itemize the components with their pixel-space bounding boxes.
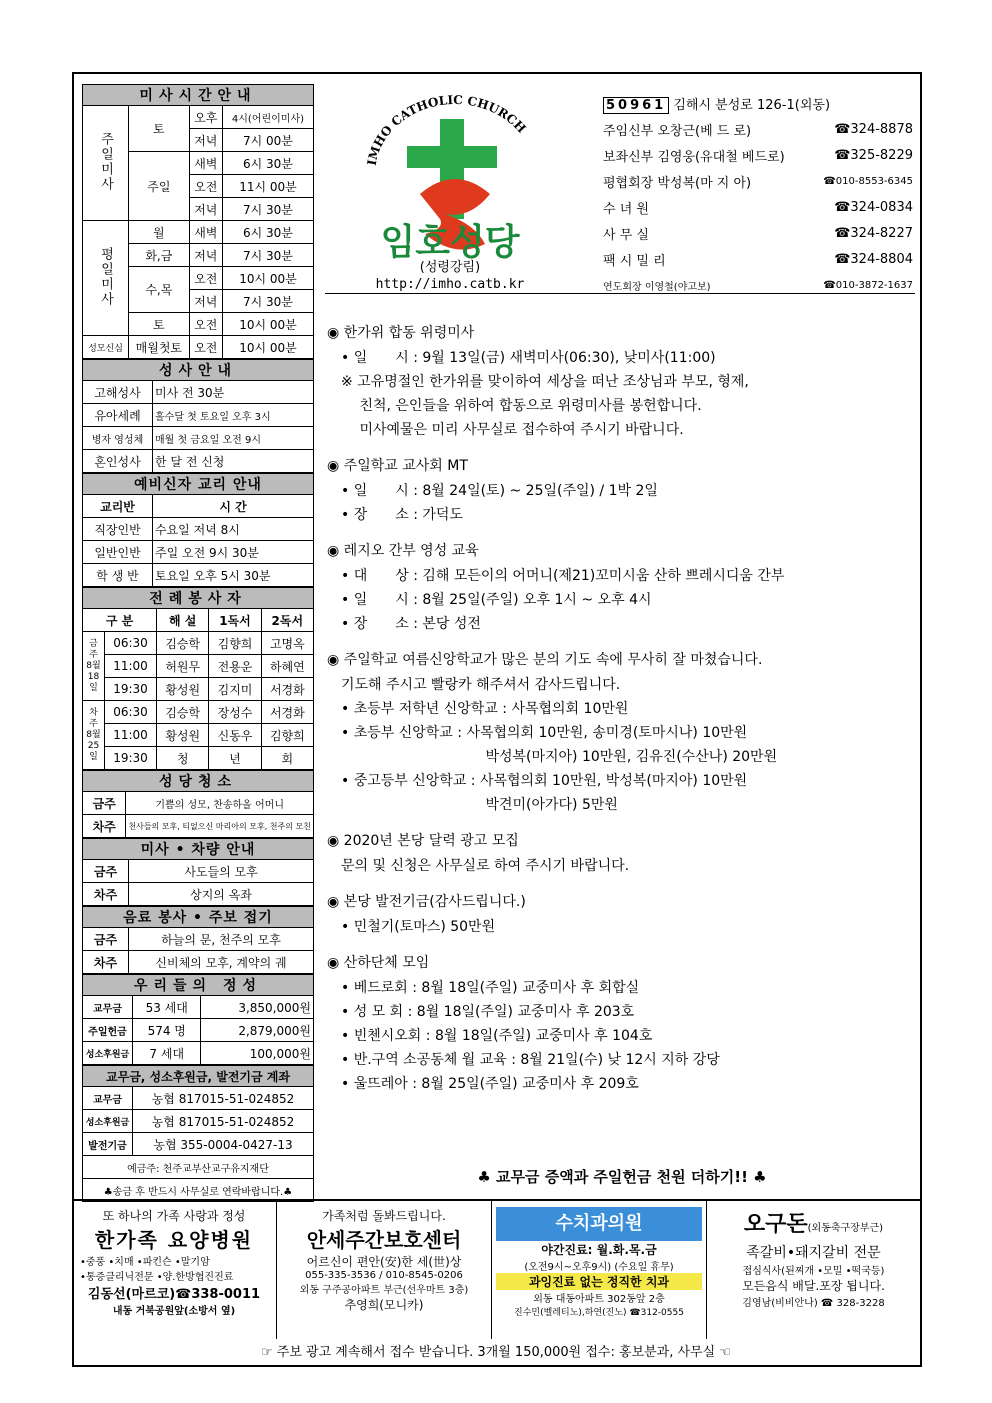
time-cell: 10시 00분 [222,313,313,336]
sacrament-name: 혼인성사 [83,450,153,473]
sacrament-table [82,359,314,473]
ad-line: 내동 거북공원앞(소방서 옆) [112,1306,236,1317]
day-cell: 수,목 [129,267,190,313]
offering-amount: 100,000원 [201,1042,314,1065]
ad-line: 족갈비•돼지갈비 전문 [746,1245,881,1261]
ads-strip [72,1199,922,1337]
sacrament-time: 한 달 전 신청 [153,450,314,473]
ad-line: 어르신이 편안(安)한 세(世)상 [306,1255,462,1269]
slogan: ♣ 교무금 증액과 주일헌금 천원 더하기!! ♣ [477,1168,767,1186]
ad-line: 과잉진료 없는 정직한 치과 [496,1273,702,1290]
ad-name: 오구돈 [743,1212,808,1237]
seongmo-label: 성모신심 [83,336,129,359]
staff-name: 사 무 실 [603,227,649,243]
liturgy-col: 해 설 [157,609,209,632]
drinks-table [82,906,314,974]
staff-phone: ☎324-8804 [834,251,913,267]
church-url[interactable]: http://imho.catb.kr [375,277,525,292]
staff-name: 평협회장 박성복(마 지 아) [603,175,752,191]
liturgy-person: 전용운 [209,655,261,678]
notice-section [327,649,917,817]
sacrament-name: 고해성사 [83,381,153,404]
liturgy-person: 황성원 [157,678,209,701]
week-label: 금주 [83,792,126,815]
liturgy-time: 19:30 [105,747,157,770]
mass-table [82,84,314,359]
offering-title: 우리들의 정성 [83,975,314,996]
ad-tagline: 가족처럼 돌봐드립니다. [322,1209,446,1223]
notice-line: 문의 및 신청은 사무실로 하여 주시기 바랍니다. [341,858,630,874]
time-period: 저녁 [189,244,222,267]
liturgy-week-next: 차주 8월 25일 [83,701,105,770]
liturgy-person: 년 [209,747,261,770]
week-label: 차주 [83,951,129,974]
notice-line: 기도해 주시고 빨랑카 해주셔서 감사드립니다. [341,677,621,693]
time-period: 오전 [189,336,222,359]
sacrament-title: 성사안내 [83,360,314,381]
accounts-table [82,1065,314,1202]
drinks-group: 신비체의 모후, 계약의 궤 [129,951,314,974]
staff-name: 팩 시 밀 리 [603,253,666,269]
cleaning-title: 성당청소 [83,771,314,792]
liturgy-person: 김승학 [157,701,209,724]
time-period: 저녁 [189,129,222,152]
notice-line: • 일 시 : 9월 13일(금) 새벽미사(06:30), 낮미사(11:00) [341,350,716,366]
ad-line: 야간진료: 월.화.목.금 [541,1243,657,1257]
notice-line: 박성복(마지아) 10만원, 김유진(수산나) 20만원 [341,749,778,765]
account-type: 교무금 [83,1087,133,1110]
notice-section [327,540,917,636]
parking-group: 상지의 옥좌 [129,883,314,906]
catechumen-time: 주일 오전 9시 30분 [153,541,314,564]
liturgy-person: 허원무 [157,655,209,678]
notice-line: 미사예물은 미리 사무실로 접수하여 주시기 바랍니다. [341,422,684,438]
liturgy-col: 1독서 [209,609,261,632]
time-cell: 7시 00분 [222,129,313,152]
ad-tagline: 또 하나의 가족 사랑과 정성 [102,1209,246,1223]
notice-line: • 울뜨레아 : 8월 25일(주일) 교중미사 후 209호 [341,1076,639,1092]
staff-name: 수 녀 원 [603,201,649,217]
zip-code: 50961 [603,97,669,114]
account-number: 농협 817015-51-024852 [133,1087,314,1110]
ad-sub: (외동축구장부근) [807,1223,884,1234]
account-holder: 예금주: 천주교부산교구유지재단 [83,1156,314,1179]
account-notice: ♣송금 후 반드시 사무실로 연락바랍니다.♣ [83,1179,314,1202]
notice-title: ◉ 산하단체 모임 [327,955,430,971]
time-cell: 6시 30분 [222,152,313,175]
time-period: 오전 [189,313,222,336]
catechumen-time: 토요일 오후 5시 30분 [153,564,314,587]
time-period: 저녁 [189,198,222,221]
church-sub: (성령강림) [419,260,481,275]
liturgy-table [82,587,314,770]
parking-table [82,838,314,906]
sacrament-time: 매월 첫 금요일 오전 9시 [153,427,314,450]
cleaning-group: 천사들의 모후, 티없으신 마리아의 모후, 천주의 모친 [126,815,314,838]
ad-dental [492,1201,707,1339]
offering-type: 성소후원금 [83,1042,133,1065]
ad-line: 김영남(비비안나) ☎ 328-3228 [742,1298,885,1309]
ad-line: 모든음식 배달.포장 됩니다. [742,1279,885,1293]
staff-phone: ☎324-8878 [834,121,913,137]
catechumen-class: 학 생 반 [83,564,153,587]
sacrament-name: 병자 영성체 [83,427,153,450]
time-period: 새벽 [189,221,222,244]
offering-amount: 2,879,000원 [201,1019,314,1042]
notice-title: ◉ 주일학교 여름신앙학교가 많은 분의 기도 속에 무사히 잘 마쳤습니다. [327,652,763,668]
liturgy-time: 06:30 [105,701,157,724]
notice-section [327,830,917,878]
catechumen-table [82,473,314,587]
week-label: 금주 [83,928,129,951]
liturgy-person: 김승학 [157,632,209,655]
notice-line: • 빈첸시오회 : 8월 18일(주일) 교중미사 후 104호 [341,1028,653,1044]
ad-line: •중풍 •치매 •파킨슨 •말기암 [80,1257,210,1268]
notice-line: • 장 소 : 가덕도 [341,507,463,523]
time-cell: 7시 30분 [222,290,313,313]
day-cell: 화,금 [129,244,190,267]
ad-line: 외동 대동아파트 302동앞 2층 [533,1294,665,1305]
liturgy-person: 회 [261,747,313,770]
parking-group: 사도들의 모후 [129,860,314,883]
cleaning-table [82,770,314,838]
address: 김해시 분성로 126-1(외동) [673,97,831,113]
staff-phone: ☎324-0834 [834,199,913,215]
notice-title: ◉ 주일학교 교사회 MT [327,458,468,474]
liturgy-person: 신동우 [209,724,261,747]
time-period: 새벽 [189,152,222,175]
notice-title: ◉ 본당 발전기금(감사드립니다.) [327,894,526,910]
sacrament-name: 유아세례 [83,404,153,427]
offering-type: 교무금 [83,996,133,1019]
day-cell: 주일 [129,152,190,221]
staff-phone: ☎324-8227 [834,225,913,241]
notice-line: • 초등부 저학년 신앙학교 : 사목협의회 10만원 [341,701,629,717]
time-period: 저녁 [189,290,222,313]
ad-line: (오전9시~오후9시) (수요일 휴무) [524,1262,674,1273]
liturgy-time: 11:00 [105,724,157,747]
liturgy-week-this: 금주 8월 18일 [83,632,105,701]
offering-table [82,974,314,1065]
church-arc-text: IMHO CATHOLIC CHURCH [364,92,529,167]
notice-section [327,952,917,1096]
catechumen-col-time: 시 간 [153,495,314,518]
ad-line: 접심식사(된찌개 •모밀 •떡국등) [742,1266,885,1277]
liturgy-person: 하혜연 [261,655,313,678]
weekday-group-label: 평일미사 [98,246,113,307]
ad-name: 한가족 요양병원 [94,1228,254,1252]
notices [327,322,917,1109]
drinks-group: 하늘의 문, 천주의 모후 [129,928,314,951]
liturgy-person: 청 [157,747,209,770]
notice-line: • 반.구역 소공동체 월 교육 : 8월 21일(수) 낮 12시 지하 강당 [341,1052,720,1068]
liturgy-person: 김향희 [261,724,313,747]
liturgy-person: 서경화 [261,678,313,701]
time-cell: 11시 00분 [222,175,313,198]
time-cell: 10시 00분 [222,336,313,359]
catechumen-class: 직장인반 [83,518,153,541]
liturgy-person: 고명옥 [261,632,313,655]
catechumen-title: 예비신자 교리 안내 [83,474,314,495]
notice-line: • 중고등부 신앙학교 : 사목협의회 10만원, 박성복(마지아) 10만원 [341,773,748,789]
offering-type: 주일헌금 [83,1019,133,1042]
liturgy-person: 서경화 [261,701,313,724]
liturgy-person: 김향희 [209,632,261,655]
ad-line: 추영희(모니카) [344,1298,424,1312]
ad-name: 수치과의원 [496,1207,702,1241]
day-cell: 매월첫토 [129,336,190,359]
staff-phone: ☎010-3872-1637 [823,279,913,291]
week-label: 차주 [83,883,129,906]
church-emblem-icon [345,84,555,294]
ad-line: 055-335-3536 / 010-8545-0206 [305,1270,463,1281]
time-cell: 4시(어린이미사) [222,106,313,129]
liturgy-person: 김지미 [209,678,261,701]
notice-line: • 일 시 : 8월 24일(토) ~ 25일(주일) / 1박 2일 [341,483,658,499]
day-cell: 토 [129,313,190,336]
account-number: 농협 817015-51-024852 [133,1110,314,1133]
notice-line: • 일 시 : 8월 25일(주일) 오후 1시 ~ 오후 4시 [341,592,652,608]
liturgy-col: 구 분 [83,609,157,632]
staff-name: 보좌신부 김영웅(유대철 베드로) [603,149,785,165]
notice-line: ※ 고유명절인 한가위를 맞이하여 세상을 떠난 조상님과 부모, 형제, [341,374,749,390]
ad-line: 김동선(마르코)☎338-0011 [87,1287,261,1302]
notice-section [327,322,917,442]
notice-line: • 장 소 : 본당 성전 [341,616,481,632]
drinks-title: 음료 봉사 • 주보 접기 [83,907,314,928]
notice-section [327,891,917,939]
time-period: 오후 [189,106,222,129]
liturgy-time: 06:30 [105,632,157,655]
catechumen-col-class: 교리반 [83,495,153,518]
week-label: 차주 [83,815,126,838]
notice-line: 박견미(아가다) 5만원 [341,797,618,813]
staff-phone: ☎010-8553-6345 [823,175,913,187]
left-column [82,84,314,1202]
notice-line: • 대 상 : 김해 모든이의 어머니(제21)꼬미시움 산하 쁘레시디움 간부 [341,568,785,584]
notice-line: 친척, 은인들을 위하여 합동으로 위령미사를 봉헌합니다. [341,398,702,414]
offering-count: 574 명 [133,1019,201,1042]
offering-amount: 3,850,000원 [201,996,314,1019]
time-cell: 10시 00분 [222,267,313,290]
notice-title: ◉ 한가위 합동 위령미사 [327,325,475,341]
time-cell: 7시 30분 [222,244,313,267]
liturgy-person: 장성수 [209,701,261,724]
notice-line: • 민철기(토마스) 50만원 [341,919,496,935]
liturgy-person: 황성원 [157,724,209,747]
church-name: 임호성당 [380,222,520,263]
catechumen-class: 일반인반 [83,541,153,564]
accounts-title: 교무금, 성소후원금, 발전기금 계좌 [83,1066,314,1087]
offering-count: 53 세대 [133,996,201,1019]
notice-title: ◉ 2020년 본당 달력 광고 모집 [327,833,519,849]
liturgy-col: 2독서 [261,609,313,632]
staff-name: 연도회장 이영철(야고보) [603,281,711,293]
time-cell: 7시 30분 [222,198,313,221]
notice-line: • 베드로회 : 8월 18일(주일) 교중미사 후 회합실 [341,980,640,996]
sacrament-time: 홀수달 첫 토요일 오후 3시 [153,404,314,427]
notice-title: ◉ 레지오 간부 영성 교육 [327,543,479,559]
catechumen-time: 수요일 저녁 8시 [153,518,314,541]
liturgy-time: 19:30 [105,678,157,701]
ad-hospital [72,1201,277,1339]
day-cell: 월 [129,221,190,244]
ad-line: •통증클리닉전문 •양.한방협진진료 [80,1272,234,1283]
ad-line: 외동 구주공아파트 부근(선우마트 3층) [299,1285,469,1296]
time-period: 오전 [189,175,222,198]
parking-title: 미사 • 차량 안내 [83,839,314,860]
ad-daycare [277,1201,492,1339]
mass-title: 미사시간안내 [83,85,314,106]
liturgy-title: 전례봉사자 [83,588,314,609]
offering-count: 7 세대 [133,1042,201,1065]
sunday-group-label: 주일미사 [98,131,113,192]
week-label: 금주 [83,860,129,883]
time-period: 오전 [189,267,222,290]
ad-restaurant [707,1201,920,1339]
day-cell: 토 [129,106,190,152]
notice-section [327,455,917,527]
ad-line: 진수민(벨레티노),하연(진노) ☎312-0555 [514,1308,684,1318]
cleaning-group: 기쁨의 성모, 찬송하올 어머니 [126,792,314,815]
ad-name: 안세주간보호센터 [306,1228,462,1252]
bottom-notice: ☞ 주보 광고 계속해서 접수 받습니다. 3개월 150,000원 접수: 홍보분과, 사무실 ☜ [261,1345,731,1360]
church-header [325,84,915,294]
account-number: 농협 355-0004-0427-13 [133,1133,314,1156]
notice-line: • 초등부 신앙학교 : 사목협의회 10만원, 송미경(토마시나) 10만원 [341,725,748,741]
account-type: 성소후원금 [83,1110,133,1133]
staff-phone: ☎325-8229 [834,147,913,163]
notice-line: • 성 모 회 : 8월 18일(주일) 교중미사 후 203호 [341,1004,635,1020]
church-info [603,90,913,298]
account-type: 발전기금 [83,1133,133,1156]
time-cell: 6시 30분 [222,221,313,244]
liturgy-time: 11:00 [105,655,157,678]
staff-name: 주임신부 오창근(베 드 로) [603,123,752,139]
church-logo [345,84,545,294]
sacrament-time: 미사 전 30분 [153,381,314,404]
